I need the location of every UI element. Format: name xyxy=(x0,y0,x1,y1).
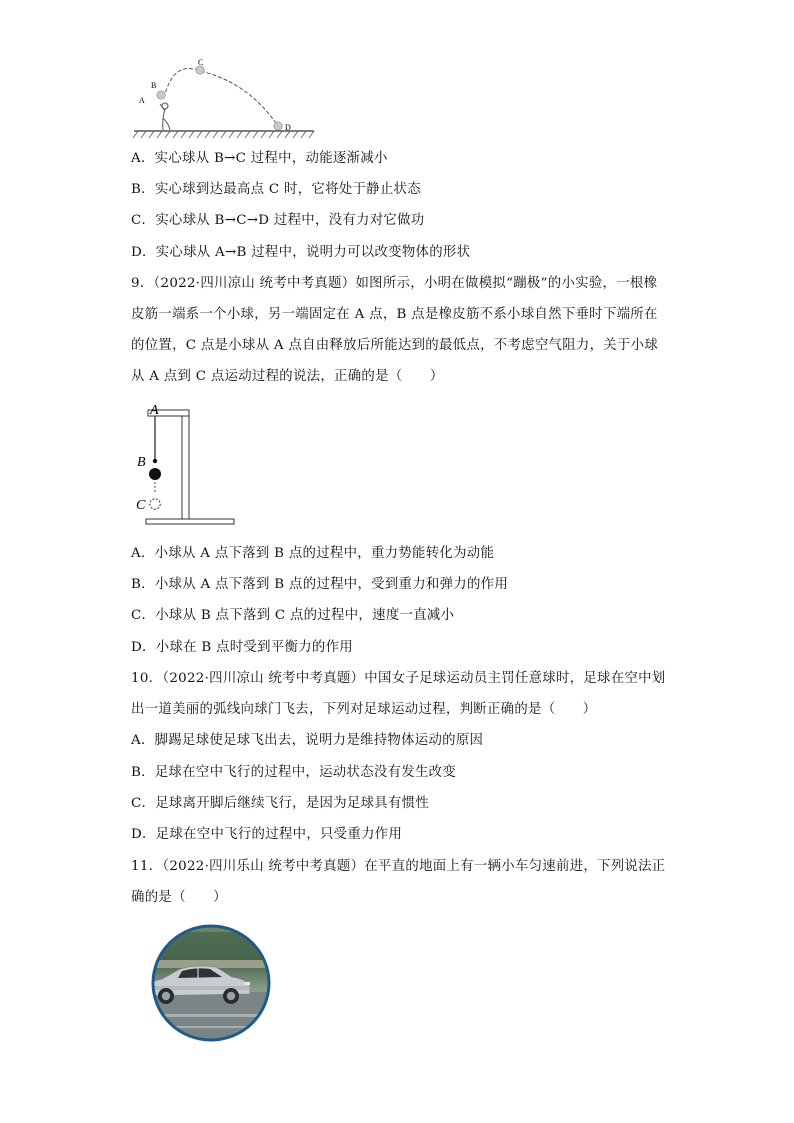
q9-stem-line-4: 从 A 点到 C 点运动过程的说法，正确的是（ ） xyxy=(131,369,444,384)
label-a: A xyxy=(150,403,159,418)
q8-option-b: B．实心球到达最高点 C 时，它将处于静止状态 xyxy=(131,182,421,197)
car-photo xyxy=(148,922,274,1044)
q10-option-b: B．足球在空中飞行的过程中，运动状态没有发生改变 xyxy=(131,765,457,780)
q10-stem-line-1: 10．（2022·四川凉山 统考中考真题）中国女子足球运动员主罚任意球时，足球在空中划 xyxy=(131,671,666,686)
label-a: A xyxy=(139,96,145,105)
q10-option-a: A．脚踢足球使足球飞出去，说明力是维持物体运动的原因 xyxy=(131,733,484,748)
q9-option-c: C．小球从 B 点下落到 C 点的过程中，速度一直减小 xyxy=(131,608,455,623)
ball-icon xyxy=(149,468,161,480)
trajectory-figure xyxy=(128,58,318,142)
ball-b xyxy=(157,91,165,99)
q11-stem-line-2: 确的是（ ） xyxy=(131,890,227,905)
ball-c xyxy=(196,66,204,74)
q10-option-c: C．足球离开脚后继续飞行，是因为足球具有惯性 xyxy=(131,796,430,811)
label-c: C xyxy=(198,58,204,67)
q9-option-b: B．小球从 A 点下落到 B 点的过程中，受到重力和弹力的作用 xyxy=(131,577,509,592)
label-b: B xyxy=(151,81,157,90)
point-c-dashed-ball xyxy=(150,499,160,509)
q11-stem-line-1: 11．（2022·四川乐山 统考中考真题）在平直的地面上有一辆小车匀速前进，下列说法正 xyxy=(131,859,666,874)
q9-stem-line-1: 9．（2022·四川凉山 统考中考真题）如图所示，小明在做模拟“蹦极”的小实验，一根橡 xyxy=(131,276,658,291)
label-b: B xyxy=(137,455,146,470)
point-b-dot xyxy=(153,459,157,463)
q8-option-c: C．实心球从 B→C→D 过程中，没有力对它做功 xyxy=(131,213,425,228)
label-c: C xyxy=(136,498,146,513)
ball-d xyxy=(274,122,282,130)
q9-stem-line-2: 皮筋一端系一个小球，另一端固定在 A 点，B 点是橡皮筋不系小球自然下垂时下端所在 xyxy=(131,307,658,322)
q9-option-a: A．小球从 A 点下落到 B 点的过程中，重力势能转化为动能 xyxy=(131,546,495,561)
q8-option-d: D．实心球从 A→B 过程中，说明力可以改变物体的形状 xyxy=(131,245,471,260)
q9-option-d: D．小球在 B 点时受到平衡力的作用 xyxy=(131,640,353,655)
q8-option-a: A．实心球从 B→C 过程中，动能逐渐减小 xyxy=(131,151,388,166)
q10-option-d: D．足球在空中飞行的过程中，只受重力作用 xyxy=(131,827,403,842)
thrower-figure xyxy=(160,103,170,130)
bungee-stand-figure xyxy=(132,398,242,530)
q10-stem-line-2: 出一道美丽的弧线向球门飞去，下列对足球运动过程，判断正确的是（ ） xyxy=(131,702,597,717)
label-d: D xyxy=(285,123,291,132)
q9-stem-line-3: 的位置，C 点是小球从 A 点自由释放后所能达到的最低点，不考虑空气阻力，关于小球 xyxy=(131,338,659,353)
